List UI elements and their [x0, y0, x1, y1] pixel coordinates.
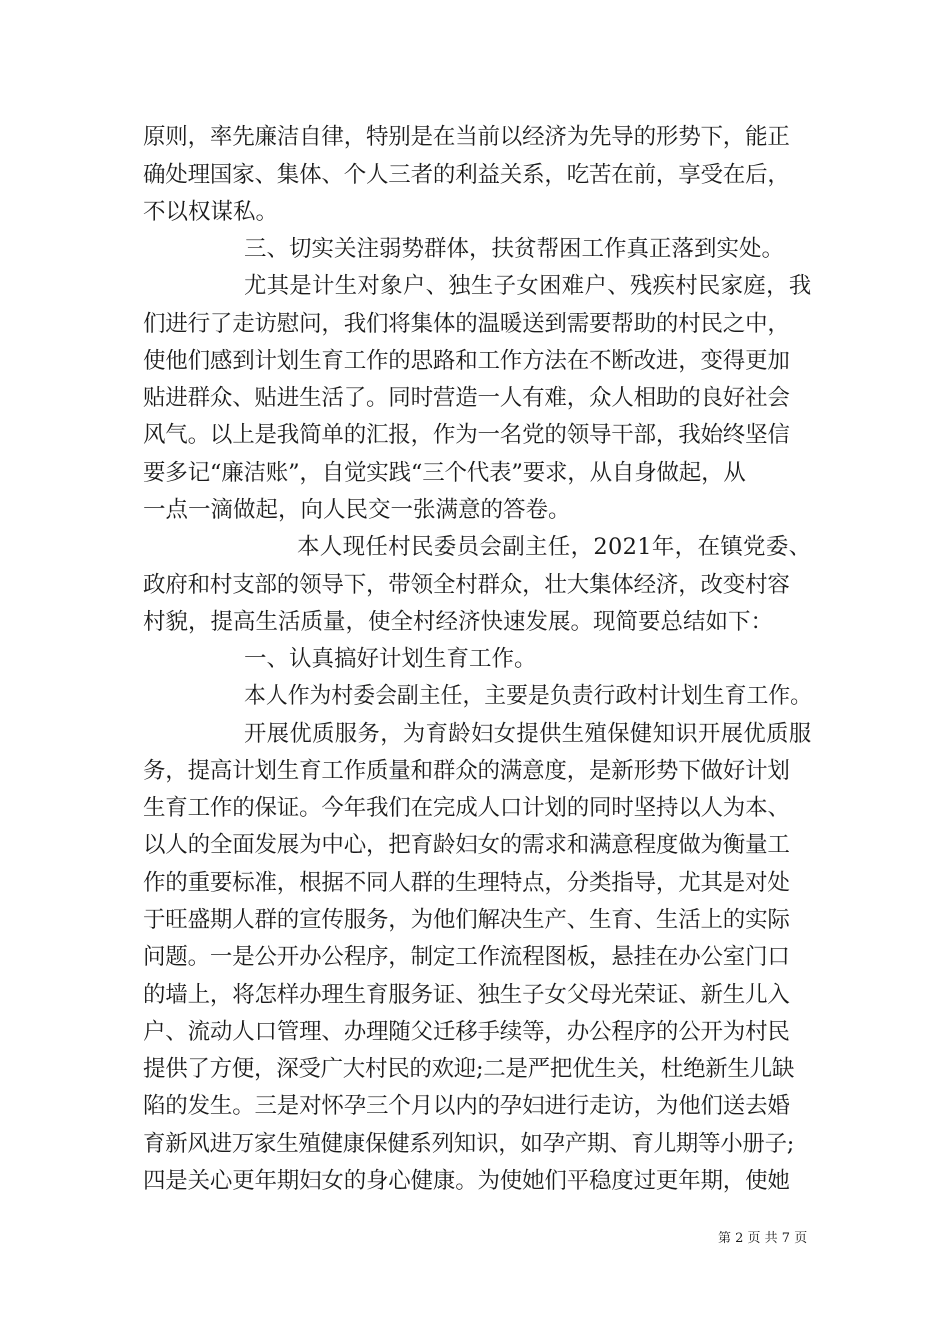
text-line: 确处理国家、集体、个人三者的利益关系，吃苦在前，享受在后，	[143, 162, 790, 188]
text-line: 育新风进万家生殖健康保健系列知识，如孕产期、育儿期等小册子;	[143, 1131, 795, 1157]
text-line: 风气。以上是我简单的汇报，作为一名党的领导干部，我始终坚信	[143, 422, 790, 448]
text-line: 务，提高计划生育工作质量和群众的满意度，是新形势下做好计划	[143, 758, 790, 784]
text-line: 村貌，提高生活质量，使全村经济快速发展。现简要总结如下：	[143, 609, 774, 635]
text-line: 于旺盛期人群的宣传服务，为他们解决生产、生育、生活上的实际	[143, 907, 790, 933]
text-line: 问题。一是公开办公程序，制定工作流程图板，悬挂在办公室门口	[143, 944, 790, 970]
text-line: 尤其是计生对象户、独生子女困难户、残疾村民家庭，我	[244, 273, 812, 299]
text-line: 的墙上，将怎样办理生育服务证、独生子女父母光荣证、新生儿入	[143, 982, 790, 1008]
section-heading: 一、认真搞好计划生育工作。	[244, 646, 537, 672]
text-line: 本人现任村民委员会副主任，2021年，在镇党委、	[297, 534, 812, 560]
text-line: 原则，率先廉洁自律，特别是在当前以经济为先导的形势下，能正	[143, 124, 790, 150]
text-line: 提供了方便，深受广大村民的欢迎;二是严把优生关，杜绝新生儿缺	[143, 1056, 795, 1082]
text-line: 贴进群众、贴进生活了。同时营造一人有难，众人相助的良好社会	[143, 385, 790, 411]
text-line: 陷的发生。三是对怀孕三个月以内的孕妇进行走访，为他们送去婚	[143, 1093, 790, 1119]
text-line: 开展优质服务，为育龄妇女提供生殖保健知识开展优质服	[244, 721, 812, 747]
text-line: 本人作为村委会副主任，主要是负责行政村计划生育工作。	[244, 683, 812, 709]
section-heading: 三、切实关注弱势群体，扶贫帮困工作真正落到实处。	[244, 236, 785, 262]
text-line: 政府和村支部的领导下，带领全村群众，壮大集体经济，改变村容	[143, 572, 790, 598]
text-line: 不以权谋私。	[143, 199, 279, 225]
text-line: 户、流动人口管理、办理随父迁移手续等，办公程序的公开为村民	[143, 1019, 790, 1045]
page-number: 第 2 页 共 7 页	[718, 1231, 808, 1246]
text-line: 要多记“廉洁账”，自觉实践“三个代表”要求，从自身做起，从	[143, 460, 746, 486]
text-line: 四是关心更年期妇女的身心健康。为使她们平稳度过更年期，使她	[143, 1168, 790, 1194]
text-line: 一点一滴做起，向人民交一张满意的答卷。	[143, 497, 571, 523]
text-line: 以人的全面发展为中心，把育龄妇女的需求和满意程度做为衡量工	[143, 832, 790, 858]
text-line: 们进行了走访慰问，我们将集体的温暖送到需要帮助的村民之中，	[143, 311, 790, 337]
text-line: 使他们感到计划生育工作的思路和工作方法在不断改进，变得更加	[143, 348, 790, 374]
text-line: 作的重要标准，根据不同人群的生理特点，分类指导，尤其是对处	[143, 870, 790, 896]
text-line: 生育工作的保证。今年我们在完成人口计划的同时坚持以人为本、	[143, 795, 790, 821]
